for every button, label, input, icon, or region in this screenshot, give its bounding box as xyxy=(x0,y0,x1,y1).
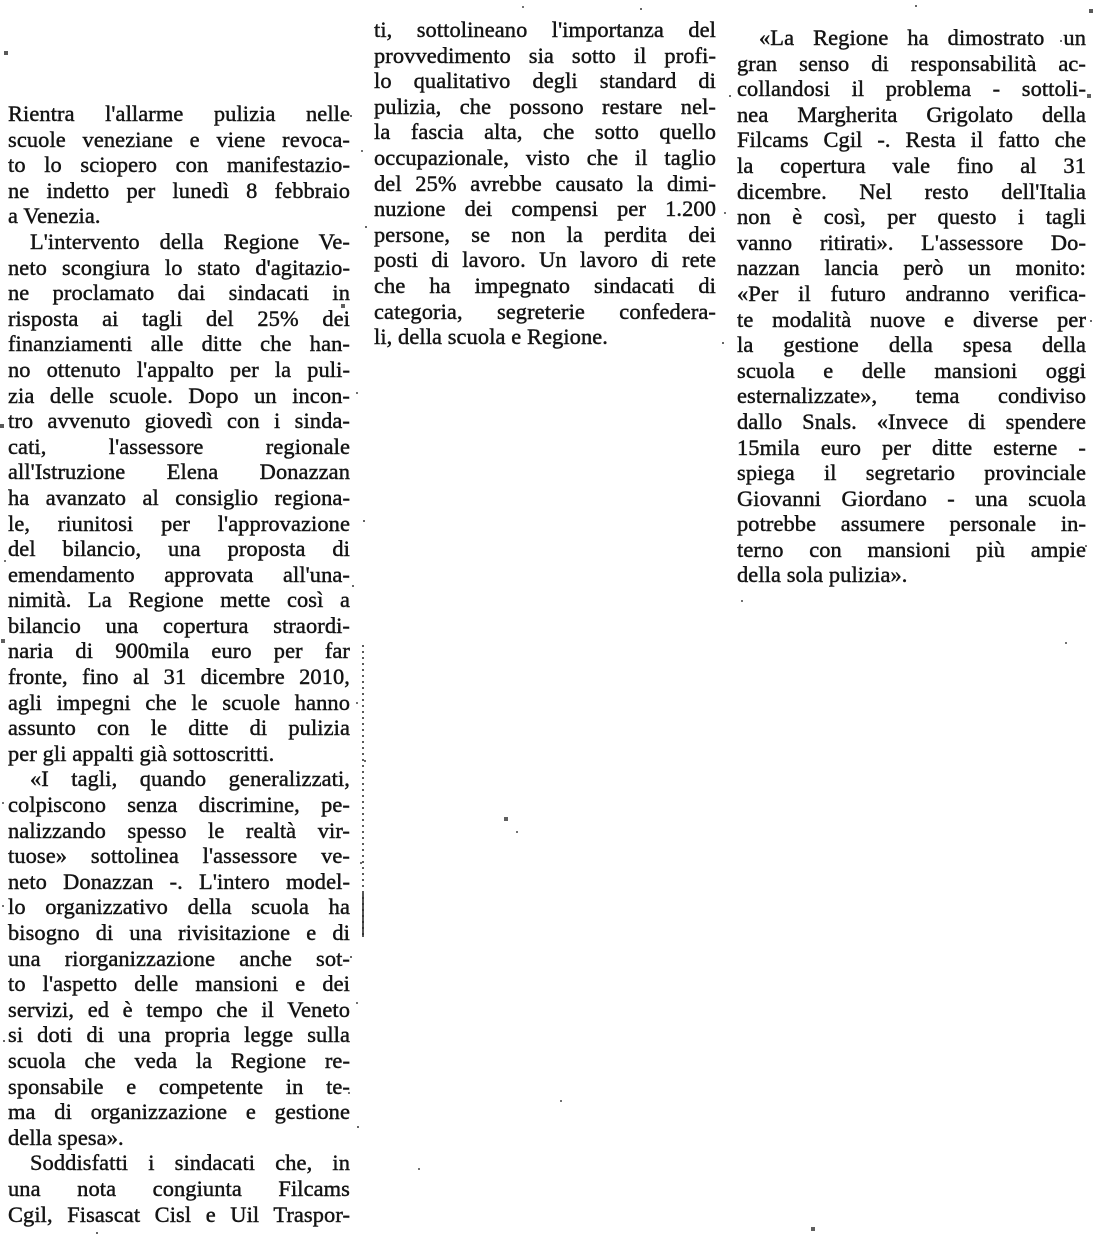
text-line: «Per il futuro andranno verifica- xyxy=(737,280,1086,306)
scan-noise-specks xyxy=(0,0,2,2)
text-line: ne indetto per lunedì 8 febbraio xyxy=(8,177,350,203)
text-line: posti di lavoro. Un lavoro di rete xyxy=(374,247,716,273)
text-line: fronte, fino al 31 dicembre 2010, xyxy=(8,664,350,690)
text-line: provvedimento sia sotto il profi- xyxy=(374,42,716,68)
text-line: della spesa». xyxy=(8,1124,124,1150)
text-line: occupazionale, visto che il taglio xyxy=(374,144,716,170)
text-line: neto Donazzan -. L'intero model- xyxy=(8,868,350,894)
text-line: la fascia alta, che sotto quello xyxy=(374,119,716,145)
text-line: Filcams Cgil -. Resta il fatto che xyxy=(737,127,1086,153)
text-line: terno con mansioni più ampie xyxy=(737,536,1086,562)
article-column-1 xyxy=(8,101,350,1227)
text-line: sponsabile e competente in te- xyxy=(8,1073,350,1099)
text-line: Giovanni Giordano - una scuola xyxy=(737,485,1086,511)
text-line: esternalizzate», tema condiviso xyxy=(737,383,1086,409)
text-line: risposta ai tagli del 25% dei xyxy=(8,305,350,331)
text-line: assunto con le ditte di pulizia xyxy=(8,715,350,741)
text-line: servizi, ed è tempo che il Veneto xyxy=(8,996,350,1022)
text-line: tuose» sottolinea l'assessore ve- xyxy=(8,843,350,869)
text-line: dicembre. Nel resto dell'Italia xyxy=(737,178,1086,204)
text-line: Rientra l'allarme pulizia nelle xyxy=(8,101,350,126)
text-line: neto scongiura lo stato d'agitazio- xyxy=(8,254,350,280)
text-line: spiega il segretario provinciale xyxy=(737,460,1086,486)
text-line: scuola e delle mansioni oggi xyxy=(737,357,1086,383)
article-column-3 xyxy=(737,25,1086,588)
text-line: nuzione dei compensi per 1.200 xyxy=(374,196,716,222)
text-line: nea Margherita Grigolato della xyxy=(737,101,1086,127)
text-line: te modalità nuove e diverse per xyxy=(737,306,1086,332)
text-line: la gestione della spesa della xyxy=(737,332,1086,358)
text-line: «La Regione ha dimostrato un xyxy=(759,25,1086,50)
text-line: lo organizzativo della scuola ha xyxy=(8,894,350,920)
text-line: ne proclamato dai sindacati in xyxy=(8,280,350,306)
text-line: colpiscono senza discrimine, pe- xyxy=(8,792,350,818)
text-line: bisogno di una rivisitazione e di xyxy=(8,920,350,945)
text-line: una nota congiunta Filcams xyxy=(8,1175,350,1201)
text-line: Cgil, Fisascat Cisl e Uil Traspor- xyxy=(8,1201,350,1227)
text-line: nalizzando spesso le realtà vir- xyxy=(8,817,350,843)
text-line: collandosi il problema - sottoli- xyxy=(737,76,1086,102)
text-line: 15mila euro per ditte esterne - xyxy=(737,434,1086,460)
text-line: «I tagli, quando generalizzati, xyxy=(30,766,350,792)
text-line: la copertura vale fino al 31 xyxy=(737,152,1086,178)
text-line: cati, l'assessore regionale xyxy=(8,433,350,459)
text-line: potrebbe assumere personale in- xyxy=(737,511,1086,537)
text-line: nazzan lancia però un monito: xyxy=(737,255,1086,281)
text-line: categoria, segreterie confedera- xyxy=(374,298,716,324)
text-line: to l'aspetto delle mansioni e dei xyxy=(8,971,350,997)
text-line: pulizia, che possono restare nel- xyxy=(374,93,716,119)
text-line: della sola pulizia». xyxy=(737,562,908,588)
text-line: non è così, per questo i tagli xyxy=(737,204,1086,230)
text-line: a Venezia. xyxy=(8,203,101,229)
text-line: per gli appalti già sottoscritti. xyxy=(8,740,275,766)
text-line: all'Istruzione Elena Donazzan xyxy=(8,459,350,485)
text-line: lo qualitativo degli standard di xyxy=(374,68,716,94)
text-line: ti, sottolineano l'importanza del xyxy=(374,17,716,42)
text-line: L'intervento della Regione Ve- xyxy=(30,228,350,254)
text-line: del 25% avrebbe causato la dimi- xyxy=(374,170,716,196)
text-line: emendamento approvata all'una- xyxy=(8,561,350,587)
text-line: agli impegni che le scuole hanno xyxy=(8,689,350,715)
column-divider-solid-segment xyxy=(362,893,364,937)
text-line: no ottenuto l'appalto per la puli- xyxy=(8,356,350,382)
text-line: zia delle scuole. Dopo un incon- xyxy=(8,382,350,408)
text-line: che ha impegnato sindacati di xyxy=(374,272,716,298)
text-line: scuola che veda la Regione re- xyxy=(8,1047,350,1073)
text-line: bilancio una copertura straordi- xyxy=(8,612,350,638)
text-line: dallo Snals. «Invece di spendere xyxy=(737,408,1086,434)
text-line: ha avanzato al consiglio regiona- xyxy=(8,484,350,510)
text-line: to lo sciopero con manifestazio- xyxy=(8,152,350,178)
text-line: nimità. La Regione mette così a xyxy=(8,587,350,613)
text-line: una riorganizzazione anche sot- xyxy=(8,945,350,971)
text-line: si doti di una propria legge sulla xyxy=(8,1022,350,1048)
article-column-2 xyxy=(374,17,716,350)
text-line: scuole veneziane e viene revoca- xyxy=(8,126,350,152)
text-line: Soddisfatti i sindacati che, in xyxy=(30,1150,350,1176)
text-line: tro avvenuto giovedì con i sinda- xyxy=(8,408,350,434)
text-line: le, riunitosi per l'approvazione xyxy=(8,510,350,536)
text-line: naria di 900mila euro per far xyxy=(8,638,350,664)
text-line: gran senso di responsabilità ac- xyxy=(737,50,1086,76)
text-line: vanno ritirati». L'assessore Do- xyxy=(737,229,1086,255)
text-line: del bilancio, una proposta di xyxy=(8,536,350,562)
text-line: ma di organizzazione e gestione xyxy=(8,1099,350,1125)
text-line: li, della scuola e Regione. xyxy=(374,324,608,350)
text-line: finanziamenti alle ditte che han- xyxy=(8,331,350,357)
text-line: persone, se non la perdita dei xyxy=(374,221,716,247)
